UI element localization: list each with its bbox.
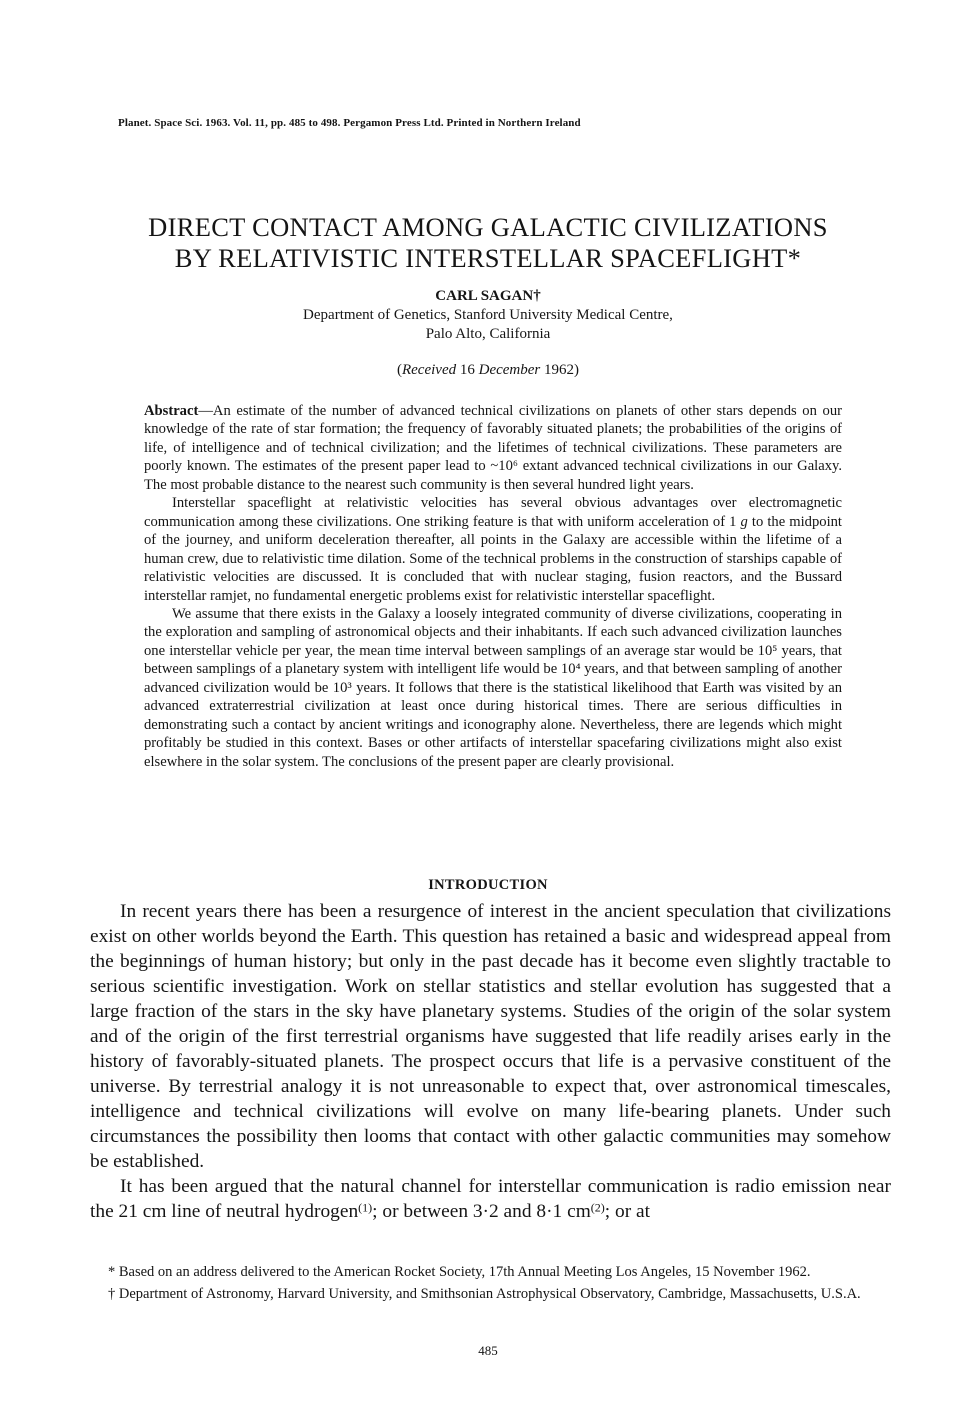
received-open: (: [396, 362, 402, 378]
abstract-paragraph-3: We assume that there exists in the Galaxy a loosely integrated community of diverse civilizations, cooperating in the exploration and sampling of astronomical objects and their inhabitants. If each such advanced civilization launches one interstellar vehicle per year, the mean time interval between samplings of an average star would be 10⁵ years, that between samplings of a planetary system with intelligent life would be 10⁴ years, and that between sampling of another advanced civilization would be 10³ years. It follows that there is the statistical likelihood that Earth was visited by an advanced extraterrestrial civilization at least once during historical times. There are serious difficulties in demonstrating such a contact by ancient writings and iconography alone. Nevertheless, there are legends which might profitably be studied in this context. Bases or other artifacts of interstellar spacefaring civilizations might also exist elsewhere in the solar system. The conclusions of the present paper are clearly provisional.: [144, 605, 842, 770]
abstract-p2-text-a: Interstellar spaceflight at relativistic velocities has several obvious advantages over electromagnetic communication among these civilizations. One striking feature is that with uniform acceleration of 1: [144, 495, 842, 530]
received-date: [88, 362, 888, 379]
intro-p2-text-b: ; or between 3·2 and 8·1 cm: [372, 1201, 591, 1222]
introduction-heading: INTRODUCTION: [428, 877, 548, 893]
received-label: Received: [401, 362, 457, 378]
intro-p2-text-c: ; or at: [604, 1201, 651, 1222]
intro-p2-text-a: It has been argued that the natural channel for interstellar communication is radio emission near the 21 cm line of neutral hydrogen: [90, 1176, 891, 1222]
received-month: December: [478, 362, 541, 378]
abstract-p1-text: —An estimate of the number of advanced technical civilizations on planets of other stars depends on our knowledge of the rate of star formation; the frequency of favorably situated planets; the probabilities of the origins of life, of intelligence and of technical civilization; and the lifetimes of technical civilizations. These parameters are poorly known. The estimates of the present paper lead to ~10⁶ extant advanced technical civilizations in our Galaxy. The most probable distance to the nearest such community is then several hundred light years.: [144, 403, 842, 493]
footnotes: [90, 1263, 891, 1307]
abstract-paragraph-2: [144, 494, 842, 605]
footnote-dagger: † Department of Astronomy, Harvard University, and Smithsonian Astrophysical Observatory, Cambridge, Massachusetts, U.S.A.: [108, 1286, 861, 1302]
introduction-body: [90, 899, 891, 1224]
affiliation-line-1: Department of Genetics, Stanford University Medical Centre,: [303, 307, 673, 323]
title-line-2: BY RELATIVISTIC INTERSTELLAR SPACEFLIGHT*: [174, 243, 802, 273]
journal-citation: Planet. Space Sci. 1963. Vol. 11, pp. 485 to 498. Pergamon Press Ltd. Printed in Northern Ireland: [118, 117, 581, 129]
abstract-p2-g: g: [740, 513, 748, 530]
paper-title: [88, 212, 888, 274]
affiliation-line-2: Palo Alto, California: [425, 326, 551, 342]
reference-1: (1): [358, 1200, 373, 1215]
author-affiliation: [88, 306, 888, 344]
author-name: CARL SAGAN†: [435, 288, 541, 304]
footnote-star: * Based on an address delivered to the American Rocket Society, 17th Annual Meeting Los Angeles, 15 November 1962.: [108, 1264, 811, 1280]
received-year: 1962): [540, 362, 579, 378]
abstract-p2-text-b: to the midpoint of the journey, and uniform deceleration thereafter, all points in the Galaxy are accessible within the lifetime of a human crew, due to relativistic time dilation. Some of the technical problems in the construction of starships capable of relativistic velocities are discussed. It is concluded that with nuclear staging, fusion reactors, and the Bussard interstellar ramjet, no fundamental energetic problems exist for relativistic interstellar spaceflight.: [144, 513, 842, 604]
abstract: [144, 402, 842, 771]
reference-2: (2): [590, 1200, 605, 1215]
abstract-label: Abstract: [144, 403, 199, 419]
page-number: 485: [478, 1343, 498, 1358]
introduction-paragraph-2: [90, 1174, 891, 1224]
received-day: 16: [456, 362, 479, 378]
introduction-paragraph-1: In recent years there has been a resurgence of interest in the ancient speculation that civilizations exist on other worlds beyond the Earth. This question has retained a basic and widespread appeal from the beginnings of human history; but only in the past decade has it become even slightly tractable to serious scientific investigation. Work on stellar statistics and stellar evolution has suggested that a large fraction of the stars in the sky have planetary systems. Studies of the origin of the solar system and of the origin of the first terrestrial organisms have suggested that life readily arises early in the history of favorably-situated planets. The prospect occurs that life is a pervasive constituent of the universe. By terrestrial analogy it is not unreasonable to expect that, over astronomical timescales, intelligence and technical civilizations will evolve on many life-bearing planets. Under such circumstances the possibility then looms that contact with other galactic communities may somehow be established.: [90, 901, 891, 1172]
title-line-1: DIRECT CONTACT AMONG GALACTIC CIVILIZATIONS: [148, 212, 828, 242]
abstract-paragraph-1: [144, 402, 842, 494]
